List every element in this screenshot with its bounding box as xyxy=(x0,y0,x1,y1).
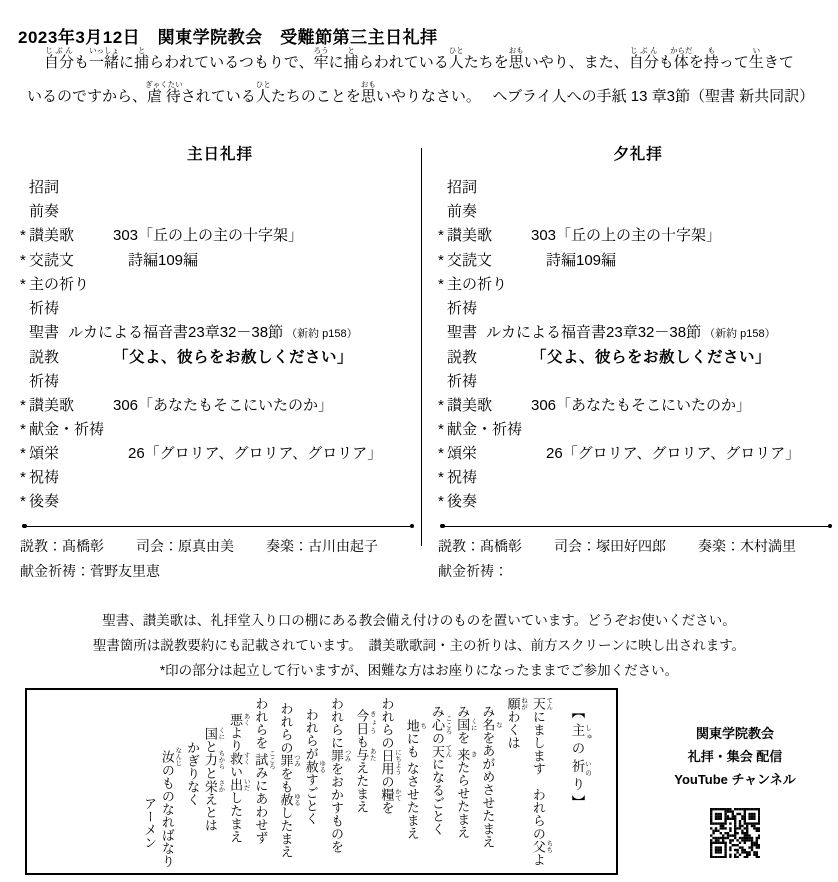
prayer-line: み心 こころの天 てんになるごとく xyxy=(429,705,452,836)
staff-entry: 奏楽：木村満里 xyxy=(698,537,796,554)
item-label: 讃美歌 xyxy=(447,227,493,245)
service-item xyxy=(20,370,420,394)
item-label: 祈祷 xyxy=(29,372,60,390)
item-value: 「父よ、彼らをお赦しください」 xyxy=(531,349,772,367)
service-item xyxy=(20,345,420,369)
prayer-line: 国 くにと力 ちからと栄 さかえとは xyxy=(202,727,225,832)
item-label: 招詞 xyxy=(29,179,60,196)
staff-entry: 司会：塚田好四郎 xyxy=(554,537,666,554)
broadcast-channel-label: YouTube チャンネル xyxy=(674,772,796,787)
standing-marker: * xyxy=(438,420,444,438)
item-label: 招詞 xyxy=(447,179,478,196)
item-label: 頌栄 xyxy=(29,445,60,463)
item-label: 説教 xyxy=(447,349,478,367)
standing-marker: * xyxy=(438,251,444,269)
service-item xyxy=(438,418,838,442)
item-value: 306「あなたもそこにいたのか」 xyxy=(113,396,334,414)
standing-marker: * xyxy=(20,227,26,245)
standing-marker: * xyxy=(20,396,26,414)
item-label: 前奏 xyxy=(447,203,478,221)
staff-divider-line xyxy=(442,526,830,527)
scripture-line-2: いるのですから、虐待ぎゃくたいされている人ひとたちのことを思おもいやりなさい。 ヘブライ人への手紙 13 章3節（聖書 新共同訳） xyxy=(27,80,815,105)
service-item xyxy=(20,249,420,273)
prayer-line: み名 なをあがめさせたまえ xyxy=(480,705,502,848)
page-title: 2023年3月12日 関東学院教会 受難節第三主日礼拝 xyxy=(18,28,438,48)
item-label: 主の祈り xyxy=(29,275,90,293)
item-value: 26「グロリア、グロリア、グロリア」 xyxy=(113,445,383,463)
note-line: *印の部分は起立して行いますが、困難な方はお座りになったままでご参加ください。 xyxy=(159,663,679,678)
broadcast-church-name: 関東学院教会 xyxy=(695,726,774,741)
item-label: 後奏 xyxy=(29,493,60,511)
item-value: 303「丘の上の主の十字架」 xyxy=(113,227,304,245)
qr-code xyxy=(642,808,828,858)
item-value: ルカによる福音書23章32－38節 xyxy=(486,324,702,342)
service-item xyxy=(20,224,420,248)
item-label: 頌栄 xyxy=(447,445,478,463)
service-item xyxy=(438,249,838,273)
standing-marker: * xyxy=(20,275,26,293)
service-item xyxy=(438,394,838,418)
item-label: 主の祈り xyxy=(447,275,508,293)
item-label: 祈祷 xyxy=(447,299,478,317)
prayer-line: み国 くにを 来 きたらせたまえ xyxy=(455,705,477,839)
item-label: 後奏 xyxy=(447,493,478,511)
prayer-line: 汝 なんじのものなればなり xyxy=(159,747,182,868)
standing-marker: * xyxy=(438,493,444,511)
item-label: 祈祷 xyxy=(29,299,60,317)
service-item xyxy=(438,466,838,490)
service-item xyxy=(438,321,838,345)
standing-marker: * xyxy=(438,445,444,463)
item-value: 303「丘の上の主の十字架」 xyxy=(531,227,722,245)
service-item xyxy=(20,200,420,224)
item-label: 交読文 xyxy=(447,251,493,269)
service-item xyxy=(20,394,420,418)
prayer-line: 願 ねがわくは xyxy=(505,697,528,749)
service-item xyxy=(20,442,420,466)
item-value: 306「あなたもそこにいたのか」 xyxy=(531,396,752,414)
item-label: 献金・祈祷 xyxy=(447,420,523,438)
item-label: 聖書 xyxy=(447,324,478,342)
item-label: 讃美歌 xyxy=(29,396,75,414)
service-column xyxy=(438,142,838,586)
staff-line-2: 献金祈祷： xyxy=(438,562,508,579)
item-label: 祝祷 xyxy=(29,469,60,487)
column-divider-line xyxy=(421,148,422,546)
scripture-line-1: 自分じぶんも一緒いっしょに捕とらわれているつもりで、牢ろうに捕とらわれている人ひとたちを思おもいやり、また、自分じぶんも体からだを持もって生いきて xyxy=(44,46,794,71)
prayer-line: 悪 あくより救 すくい出 いだしたまえ xyxy=(228,713,250,843)
item-value: 詩編109編 xyxy=(113,251,199,269)
service-item xyxy=(20,418,420,442)
item-label: 聖書 xyxy=(29,324,60,342)
lords-prayer-text xyxy=(27,690,616,873)
prayer-line: われらの日用 にちようの糧 かてを xyxy=(379,697,401,814)
staff-divider-line xyxy=(24,526,412,527)
prayer-line: アーメン xyxy=(142,797,158,849)
prayer-line: かぎりなく xyxy=(185,741,201,806)
prayer-line: われらが赦 ゆるすごとく xyxy=(303,708,326,825)
item-label: 交読文 xyxy=(29,251,75,269)
item-label: 讃美歌 xyxy=(29,227,75,245)
standing-marker: * xyxy=(20,251,26,269)
lords-prayer-box xyxy=(25,688,618,875)
staff-entry: 説教：髙橋彰 xyxy=(438,537,522,554)
staff-line-2: 献金祈祷：菅野友里恵 xyxy=(20,562,160,579)
item-label: 説教 xyxy=(29,349,60,367)
staff-entry: 説教：髙橋彰 xyxy=(20,537,104,554)
item-value: 「父よ、彼らをお赦しください」 xyxy=(113,349,354,367)
item-label: 讃美歌 xyxy=(447,396,493,414)
prayer-line: 地 ちにも なさせたまえ xyxy=(404,719,427,840)
staff-entry: 司会：原真由美 xyxy=(136,537,234,554)
prayer-heading: 【主 しゅの祈 いのり】 xyxy=(569,705,591,813)
item-label: 献金・祈祷 xyxy=(29,420,105,438)
item-value: 詩編109編 xyxy=(531,251,617,269)
staff-credits xyxy=(20,536,420,586)
service-item xyxy=(20,490,420,514)
service-column xyxy=(20,142,420,586)
prayer-line: 今日 きょうも与 あたえたまえ xyxy=(354,709,376,813)
item-label: 前奏 xyxy=(29,203,60,221)
broadcast-service-label: 礼拝・集会 配信 xyxy=(687,749,783,764)
service-item xyxy=(438,273,838,297)
prayer-line: われらの罪 つみをも赦 ゆるしたまえ xyxy=(278,702,301,858)
service-item-list xyxy=(438,176,838,515)
service-item xyxy=(438,345,838,369)
item-note: （新約 p158） xyxy=(286,328,358,341)
service-item-list xyxy=(20,176,420,515)
item-value: 26「グロリア、グロリア、グロリア」 xyxy=(531,445,801,463)
prayer-line: われらに罪 つみをおかすものを xyxy=(329,697,351,853)
service-title: 夕礼拝 xyxy=(613,146,663,163)
standing-marker: * xyxy=(20,420,26,438)
staff-line-1 xyxy=(20,536,420,561)
standing-marker: * xyxy=(438,227,444,245)
note-line: 聖書箇所は説教要約にも記載されています。 讃美歌歌詞・主の祈りは、前方スクリーンに映し出されます。 xyxy=(92,638,746,653)
service-item xyxy=(438,176,838,200)
staff-line-1 xyxy=(438,536,838,561)
staff-entry: 奏楽：古川由起子 xyxy=(266,537,378,554)
service-item xyxy=(20,273,420,297)
standing-marker: * xyxy=(20,469,26,487)
service-item xyxy=(438,200,838,224)
service-item xyxy=(438,442,838,466)
prayer-line: われらを 試 こころみにあわせず xyxy=(253,697,275,845)
item-label: 祈祷 xyxy=(447,372,478,390)
service-item xyxy=(438,297,838,321)
youtube-broadcast-info xyxy=(642,722,828,858)
standing-marker: * xyxy=(438,469,444,487)
service-item xyxy=(20,176,420,200)
item-note: （新約 p158） xyxy=(704,328,776,341)
service-item xyxy=(20,466,420,490)
service-item xyxy=(438,490,838,514)
service-item xyxy=(438,224,838,248)
standing-marker: * xyxy=(438,275,444,293)
standing-marker: * xyxy=(438,396,444,414)
service-item xyxy=(20,321,420,345)
standing-marker: * xyxy=(20,493,26,511)
service-item xyxy=(438,370,838,394)
item-label: 祝祷 xyxy=(447,469,478,487)
note-line: 聖書、讃美歌は、礼拝堂入り口の棚にある教会備え付けのものを置いています。どうぞお使いください。 xyxy=(102,613,736,628)
standing-marker: * xyxy=(20,445,26,463)
usage-notes xyxy=(0,608,838,683)
staff-credits xyxy=(438,536,838,586)
service-item xyxy=(20,297,420,321)
service-title: 主日礼拝 xyxy=(186,146,253,163)
prayer-line: 天 てんにまします われらの父 ちちよ xyxy=(530,697,553,866)
item-value: ルカによる福音書23章32－38節 xyxy=(68,324,284,342)
